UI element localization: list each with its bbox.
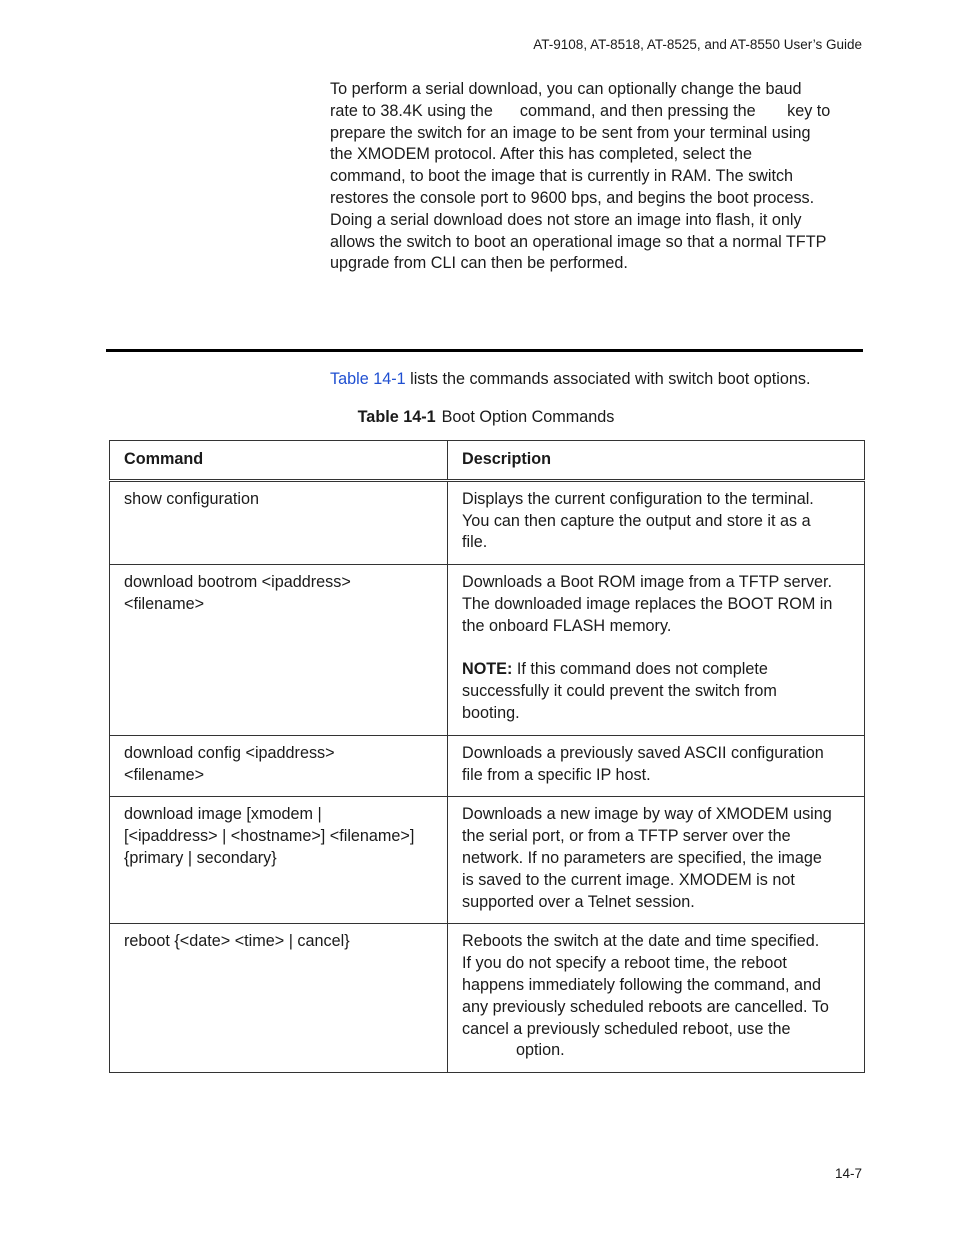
table-lead-sentence [330,370,810,389]
column-header-command: Command [110,441,448,481]
description-line: Downloads a Boot ROM image from a TFTP server. [462,573,833,592]
table-cross-reference-link[interactable]: Table 14-1 [330,370,406,388]
column-header-description: Description [448,441,865,481]
description-line: the onboard FLASH memory. [462,616,672,635]
description-cell [448,797,865,924]
description-line: option. [462,1041,565,1060]
description-line: is saved to the current image. XMODEM is not [462,870,795,889]
command-text: {primary | secondary} [124,848,277,867]
table-row [110,480,865,564]
command-text: show configuration [124,489,259,508]
command-text: <filename> [124,594,205,613]
command-text: [<ipaddress> | <hostname>] <filename>] [124,827,415,846]
description-line: Reboots the switch at the date and time specified. [462,932,820,951]
command-text: <filename> [124,765,205,784]
description-line: happens immediately following the command, and [462,975,822,994]
intro-line: the XMODEM protocol. After this has completed, select the [330,145,752,164]
intro-line: To perform a serial download, you can optionally change the baud [330,80,802,98]
note-text: If this command does not complete [512,660,768,679]
page-number: 14-7 [834,1166,862,1181]
description-line: file. [462,533,488,552]
command-cell [110,924,448,1073]
description-line: You can then capture the output and store it as a [462,511,811,530]
note-label: NOTE: [462,660,513,679]
table-caption [0,408,954,427]
description-line: Downloads a previously saved ASCII configuration [462,743,824,762]
command-text: reboot {<date> <time> | cancel} [124,932,350,951]
description-line: any previously scheduled reboots are cancelled. To [462,997,829,1016]
table-caption-title: Boot Option Commands [441,408,615,426]
intro-line: restores the console port to 9600 bps, and begins the boot process. [330,188,815,207]
command-cell [110,480,448,564]
description-line: Downloads a new image by way of XMODEM using [462,805,832,824]
description-line: network. If no parameters are specified, the image [462,848,822,867]
lead-text: lists the commands associated with switch boot options. [405,370,811,388]
command-cell [110,797,448,924]
note-line [462,659,858,681]
note-line: booting. [462,703,520,722]
table-header-row [110,441,865,481]
description-line: supported over a Telnet session. [462,892,695,911]
description-line: Displays the current configuration to the terminal. [462,489,814,508]
command-text: download config <ipaddress> [124,743,335,762]
paragraph-gap [462,638,858,660]
section-divider [106,349,863,352]
description-line: file from a specific IP host. [462,765,651,784]
description-line: The downloaded image replaces the BOOT ROM in [462,594,833,613]
description-cell [448,735,865,797]
description-cell [448,480,865,564]
intro-line: command, to boot the image that is currently in RAM. The switch [330,167,794,186]
intro-line: rate to 38.4K using the command, and then pressing the key to [330,101,831,120]
table-row [110,797,865,924]
intro-line: upgrade from CLI can then be performed. [330,254,628,273]
intro-line: prepare the switch for an image to be sent from your terminal using [330,123,811,142]
description-line: cancel a previously scheduled reboot, use the [462,1019,791,1038]
description-line: If you do not specify a reboot time, the reboot [462,954,787,973]
description-cell [448,924,865,1073]
command-text: download image [xmodem | [124,805,322,824]
intro-line: allows the switch to boot an operational image so that a normal TFTP [330,232,827,251]
note-line: successfully it could prevent the switch from [462,682,777,701]
table-caption-label: Table 14-1 [357,408,436,426]
intro-line: Doing a serial download does not store an image into flash, it only [330,210,802,229]
table-row [110,924,865,1073]
description-line: the serial port, or from a TFTP server over the [462,827,791,846]
command-text: download bootrom <ipaddress> [124,573,351,592]
description-cell [448,565,865,736]
boot-option-commands-table [109,440,865,1073]
table-row [110,735,865,797]
command-cell [110,565,448,736]
table-row [110,565,865,736]
command-cell [110,735,448,797]
intro-paragraph [330,79,870,275]
running-header: AT-9108, AT-8518, AT-8525, and AT-8550 User’s Guide [533,37,862,52]
